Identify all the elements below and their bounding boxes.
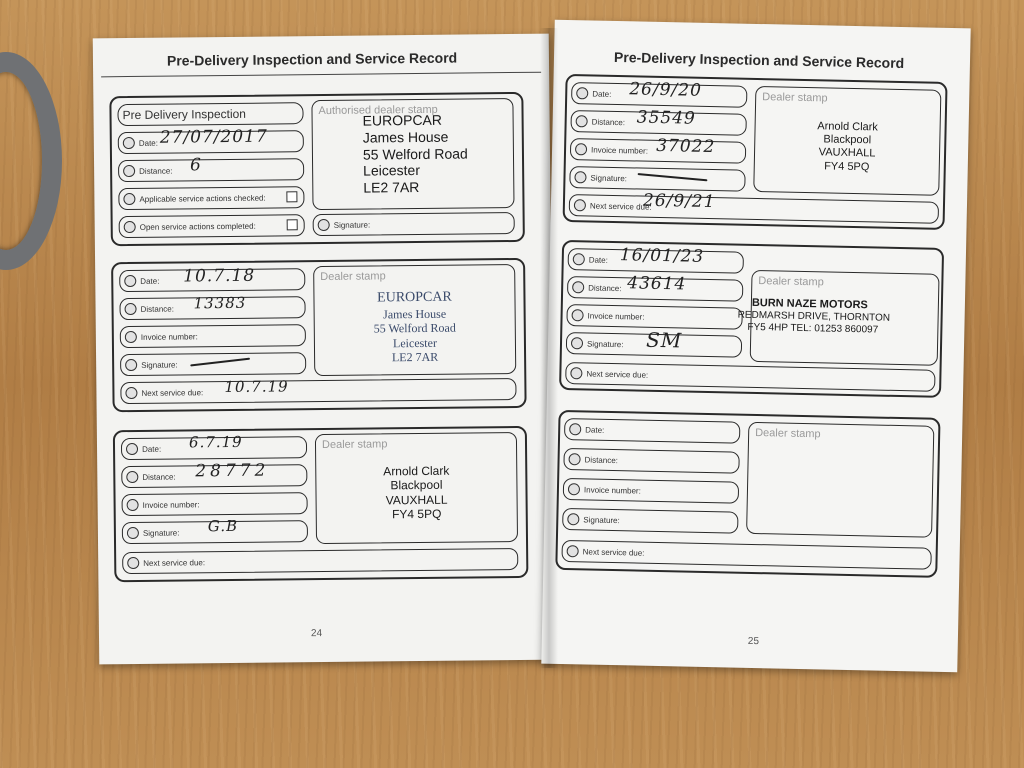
date-label: Date: (141, 444, 162, 454)
stamp-line: FY4 5PQ (391, 506, 442, 522)
page-title: Pre-Delivery Inspection and Service Record (613, 48, 905, 72)
s3-stamp-text (755, 119, 940, 176)
bullet-icon (571, 309, 583, 321)
s3-signature-field[interactable] (569, 166, 745, 192)
date-label: Date: (138, 138, 159, 148)
pdi-section (109, 92, 525, 246)
bullet-icon (127, 557, 139, 569)
bullet-icon (124, 221, 136, 233)
s5-invoice-field[interactable] (563, 478, 739, 504)
bullet-icon (567, 545, 579, 557)
s4-distance-value: 43614 (627, 273, 687, 295)
invoice-label: Invoice number: (590, 145, 649, 156)
s5-stamp-box (746, 422, 934, 538)
pdi-signature-field[interactable] (313, 212, 515, 236)
bullet-icon (126, 471, 138, 483)
stamp-label: Dealer stamp (758, 275, 824, 289)
s2-signature-value: G.B (207, 516, 239, 536)
date-label: Date: (140, 276, 160, 286)
stamp-line: Leicester (392, 335, 437, 350)
open-checkbox[interactable] (287, 219, 298, 230)
service-record-1 (111, 258, 527, 412)
page-title: Pre-Delivery Inspection and Service Record (166, 49, 458, 69)
bullet-icon (318, 219, 330, 231)
s1-invoice-field[interactable] (120, 324, 306, 348)
stamp-line: FY4 5PQ (824, 159, 870, 173)
bullet-icon (570, 367, 582, 379)
stamp-line: Blackpool (823, 133, 872, 147)
stamp-line: EUROPCAR (377, 289, 452, 306)
page-number: 24 (310, 628, 323, 640)
pdi-heading-field (117, 102, 303, 126)
stamp-label: Dealer stamp (755, 427, 821, 441)
stamp-line: Blackpool (390, 478, 443, 493)
next-service-label: Next service due: (589, 200, 652, 212)
bullet-icon (575, 143, 587, 155)
stamp-label: Authorised dealer stamp (318, 103, 438, 118)
bullet-icon (123, 165, 135, 177)
applicable-checkbox[interactable] (286, 191, 297, 202)
signature-label: Signature: (333, 220, 371, 230)
pdi-date-value: 27/07/2017 (159, 126, 268, 148)
stamp-label: Dealer stamp (321, 438, 388, 452)
bullet-icon (576, 87, 588, 99)
bullet-icon (569, 423, 581, 435)
stamp-line: VAUXHALL (818, 146, 876, 160)
bullet-icon (573, 253, 585, 265)
pdi-applicable-field[interactable] (118, 186, 304, 210)
date-label: Date: (585, 424, 605, 435)
signature-label: Signature: (142, 528, 180, 538)
applicable-label: Applicable service actions checked: (139, 193, 266, 204)
s1-date-value: 10.7.18 (183, 265, 256, 287)
bullet-icon (571, 337, 583, 349)
left-page (93, 34, 556, 665)
service-record-2 (113, 426, 529, 582)
invoice-label: Invoice number: (142, 499, 200, 510)
s1-stamp-box (313, 264, 516, 376)
bullet-icon (574, 199, 586, 211)
bullet-icon (576, 115, 588, 127)
next-service-label: Next service due: (141, 387, 204, 398)
bullet-icon (126, 443, 138, 455)
stamp-line: REDMARSH DRIVE, THORNTON (737, 309, 891, 324)
s1-signature-field[interactable] (120, 352, 306, 376)
pdi-stamp-text (363, 111, 514, 197)
s1-next-service-field[interactable] (120, 378, 516, 404)
invoice-label: Invoice number: (583, 484, 641, 496)
stamp-line: James House (383, 306, 447, 322)
right-page (541, 20, 970, 673)
next-service-label: Next service due: (143, 557, 206, 568)
bullet-icon (123, 137, 135, 149)
stamp-line: Arnold Clark (817, 120, 878, 134)
bullet-icon (568, 453, 580, 465)
stamp-line: BURN NAZE MOTORS (751, 296, 868, 312)
next-service-label: Next service due: (586, 368, 649, 380)
stamp-line: VAUXHALL (385, 492, 448, 508)
s5-signature-field[interactable] (562, 508, 738, 534)
bullet-icon (125, 387, 137, 399)
stamp-line: Leicester (363, 162, 421, 179)
pdi-distance-field[interactable] (118, 158, 304, 182)
service-record-4 (559, 240, 944, 398)
s3-invoice-value: 37022 (655, 135, 716, 158)
s4-signature-value: SM (645, 327, 683, 353)
s3-date-value: 26/9/20 (629, 79, 703, 101)
s2-stamp-text (316, 463, 517, 523)
s2-stamp-box (315, 432, 518, 544)
stamp-label: Dealer stamp (762, 91, 828, 105)
s4-stamp-box (737, 270, 940, 366)
s4-invoice-field[interactable] (566, 304, 742, 330)
pdi-heading: Pre Delivery Inspection (122, 106, 246, 123)
bullet-icon (125, 331, 137, 343)
distance-label: Distance: (591, 117, 626, 127)
bullet-icon (572, 281, 584, 293)
open-label: Open service actions completed: (139, 221, 256, 232)
s4-next-service-field[interactable] (565, 362, 935, 392)
signature-label: Signature: (590, 172, 628, 183)
title-rule (101, 72, 541, 78)
bullet-icon (124, 275, 136, 287)
s3-stamp-box (753, 86, 941, 196)
distance-label: Distance: (140, 304, 174, 314)
s2-date-value: 6.7.19 (188, 432, 243, 452)
s5-date-field[interactable] (564, 418, 740, 444)
s1-distance-value: 13383 (193, 293, 247, 313)
bullet-icon (125, 303, 137, 315)
date-label: Date: (592, 89, 612, 99)
s4-stamp-text (737, 297, 938, 338)
bullet-icon (123, 193, 135, 205)
pdi-open-field[interactable] (119, 214, 305, 238)
stamp-line: LE2 7AR (363, 179, 420, 196)
stamp-line: 55 Welford Road (362, 145, 468, 163)
s3-distance-value: 35549 (636, 107, 697, 129)
s2-distance-value: 28772 (195, 460, 270, 482)
stamp-line: EUROPCAR (362, 111, 443, 129)
bullet-icon (127, 527, 139, 539)
bullet-icon (567, 513, 579, 525)
bullet-icon (574, 171, 586, 183)
service-record-5 (555, 410, 940, 578)
s5-next-service-field[interactable] (561, 540, 931, 570)
bullet-icon (127, 499, 139, 511)
pdi-stamp-box (311, 98, 514, 210)
s3-next-service-field[interactable] (569, 194, 939, 224)
s3-next-service-value: 26/9/21 (642, 190, 716, 213)
invoice-label: Invoice number: (140, 331, 198, 342)
s1-next-service-value: 10.7.19 (224, 377, 289, 397)
stamp-line: James House (362, 128, 449, 146)
date-label: Date: (588, 254, 608, 265)
distance-label: Distance: (588, 282, 622, 293)
distance-label: Distance: (142, 472, 176, 482)
pdi-distance-value: 6 (189, 155, 203, 176)
stamp-line: 55 Welford Road (373, 320, 456, 336)
s4-date-value: 16/01/23 (619, 245, 705, 267)
bullet-icon (125, 359, 137, 371)
signature-label: Signature: (586, 338, 624, 349)
stamp-line: FY5 4HP TEL: 01253 860097 (747, 322, 879, 336)
signature-label: Signature: (583, 514, 620, 525)
s1-stamp-text (314, 289, 515, 365)
signature-label: Signature: (141, 360, 178, 370)
s2-invoice-field[interactable] (122, 492, 308, 516)
distance-label: Distance: (139, 166, 173, 176)
service-record-3 (563, 74, 948, 230)
bullet-icon (568, 483, 580, 495)
stamp-line: Arnold Clark (383, 463, 450, 479)
distance-label: Distance: (584, 454, 619, 465)
grey-ring-object (0, 52, 62, 270)
s2-next-service-field[interactable] (122, 548, 518, 574)
stamp-label: Dealer stamp (320, 270, 386, 284)
page-number: 25 (747, 635, 760, 648)
stamp-line: LE2 7AR (391, 349, 439, 365)
invoice-label: Invoice number: (587, 310, 645, 322)
book-spine (540, 28, 558, 668)
next-service-label: Next service due: (582, 546, 645, 558)
s5-distance-field[interactable] (563, 448, 739, 474)
